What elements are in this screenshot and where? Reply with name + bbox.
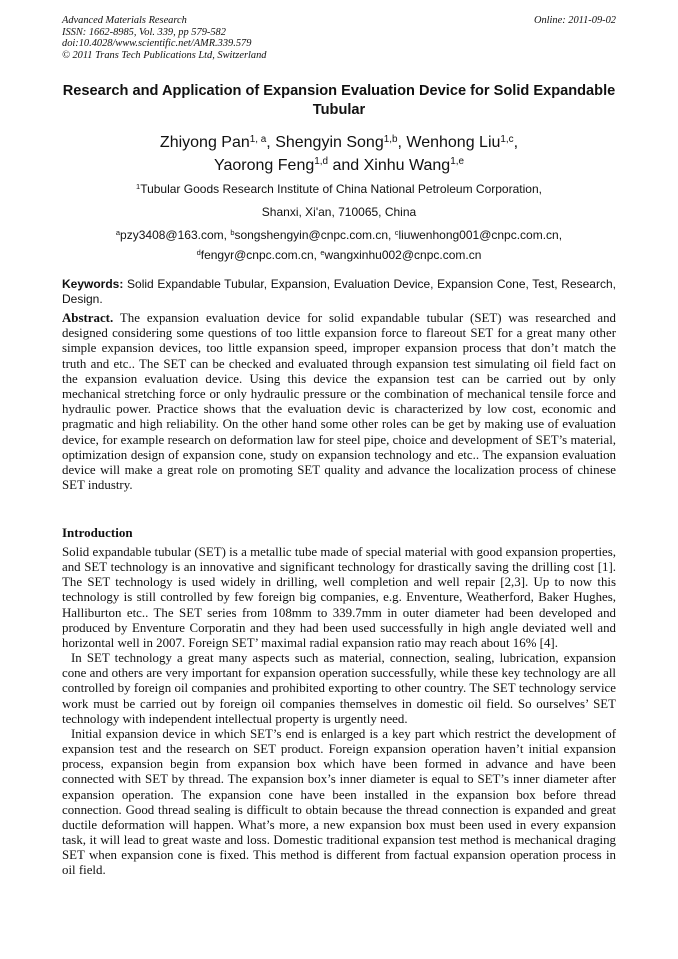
author-line-2 (62, 155, 616, 178)
email: songshengyin@cnpc.com.cn, (234, 228, 392, 242)
email-line-1 (62, 228, 616, 242)
paper-title: Research and Application of Expansion Evaluation Device for Solid Expandable Tubular (62, 83, 616, 118)
author-sup: 1,d (314, 156, 329, 168)
abstract (62, 311, 616, 493)
email-sup: d (196, 247, 201, 257)
journal-name: Advanced Materials Research (62, 15, 187, 26)
affiliation-line-1 (62, 182, 616, 196)
author-sup: 1,e (450, 156, 464, 168)
author-name: Shengyin Song (275, 134, 384, 151)
keywords-label: Keywords: (62, 277, 124, 291)
email: pzy3408@163.com, (120, 228, 227, 242)
email-sup: c (394, 227, 399, 237)
author-list (62, 132, 616, 177)
author-name: Yaorong Feng (214, 156, 315, 174)
author-name: Zhiyong Pan (159, 134, 250, 151)
paragraph: In SET technology a great many aspects such as material, connection, sealing, lubrication, expansion cone and others are very important for expansion operation successfully, while these key technology are all controlled by foreign oil companies and prohibited exporting to other country. The SET technology service work must be carried out by foreign oil companies themselves in domestic oil field. So ourselves’ SET technology with independent intellectual property is urgently need. (62, 651, 616, 726)
online-date: Online: 2011-09-02 (533, 15, 616, 26)
doi-line: doi:10.4028/www.scientific.net/AMR.339.579 (62, 38, 252, 50)
author-name: Xinhu Wang (363, 156, 451, 174)
author-sup: 1,c (500, 133, 514, 145)
author-and: and (332, 156, 360, 174)
abstract-label: Abstract. (62, 311, 114, 325)
author-sup: 1, a (249, 133, 267, 145)
affiliation-sup: 1 (136, 181, 141, 191)
keywords (62, 277, 616, 307)
copyright-line: © 2011 Trans Tech Publications Ltd, Switzerland (62, 49, 267, 61)
email: fengyr@cnpc.com.cn, (200, 248, 317, 262)
email-sup: b (230, 227, 235, 237)
paragraph: Solid expandable tubular (SET) is a metallic tube made of special material with good expansion properties, and SET technology is an innovative and significant technology for drastically saving the drilling cost [1]. The SET technology is used widely in drilling, well completion and well repair [2,3]. Up to now this technology is still controlled by few foreign big companies, e.g. Enventure, Weatherford, Baker Hughes, Halliburton etc.. The SET series from 108mm to 339.7mm in outer diameter had been developed and produced by Enventure Corporatin and they had been used successfully in high angle deviated well and horizontal well in 2007. Foreign SET’ maximal radial expansion ratio may reach about 16% [4]. (62, 545, 616, 650)
journal-header (62, 15, 616, 61)
paragraph: Initial expansion device in which SET’s end is enlarged is a key part which restrict the development of expansion test and the research on SET product. Foreign expansion operation haven’t initial expansion process, expansion begin from expansion box which have been formed in advance and have been connected with SET by thread. The expansion box’s inner diameter is equal to SET’s inner diameter after expansion operation. The expansion cone have been installed in the expansion box before thread connection. Good thread sealing is difficult to obtain because the thread connection is expanded and great ductile deformation will happen. What’s more, a new expansion box must been used in every expansion task, it will lead to great waste and loss. Domestic traditional expansion test method is mechanical draging SET when expansion cone is fixed. This method is different from factual expansion operation process in oil field. (62, 726, 616, 878)
abstract-text: The expansion evaluation device for solid expandable tubular (SET) was researched and designed considering some questions of too little expansion force to flareout SET for a great many other simple expansion devices, too little expansion speed, improper expansion process that don’t match the truth and etc.. The SET can be checked and evaluated through expansion test simulating oil field fact on the expansion evaluation device. Using this device the expansion test can be carried out by only mechanical stretching force or only hydraulic pressure or the combination of mechanical tensile force and hydraulic power. Practice shows that the evaluation devic is characterized by low cost, economic and pragmatic and high reliability. On the other hand some other roles can be get by making use of evaluation device, for example research on deformation law for steel pipe, choice and development of SET’s material, optimization design of expansion cone, study on expansion technology and etc.. The expansion evaluation device will make a great role on promoting SET quality and advance the localization process of chinese SET industry. (62, 311, 616, 493)
introduction-body (62, 545, 616, 878)
email-sup: e (320, 247, 325, 257)
email-sup: a (115, 227, 121, 237)
author-sup: 1,b (383, 133, 398, 145)
author-name: Wenhong Liu (406, 134, 501, 151)
email: wangxinhu002@cnpc.com.cn (324, 248, 482, 262)
email: liuwenhong001@cnpc.com.cn, (398, 228, 563, 242)
affiliation-line-2: Shanxi, Xi'an, 710065, China (261, 205, 417, 219)
affiliation-text: Tubular Goods Research Institute of China National Petroleum Corporation, (140, 182, 542, 196)
author-line-1: Zhiyong Pan$^{1, a}$, Shengyin Song$^{1,b}$, Wenhong Liu$^{1,c}$, (159, 133, 519, 151)
keywords-text: Solid Expandable Tubular, Expansion, Evaluation Device, Expansion Cone, Test, Research, Design. (62, 277, 616, 306)
section-heading-introduction: Introduction (62, 525, 133, 540)
issn-line: ISSN: 1662-8985, Vol. 339, pp 579-582 (62, 26, 226, 38)
email-line-2 (62, 248, 616, 262)
